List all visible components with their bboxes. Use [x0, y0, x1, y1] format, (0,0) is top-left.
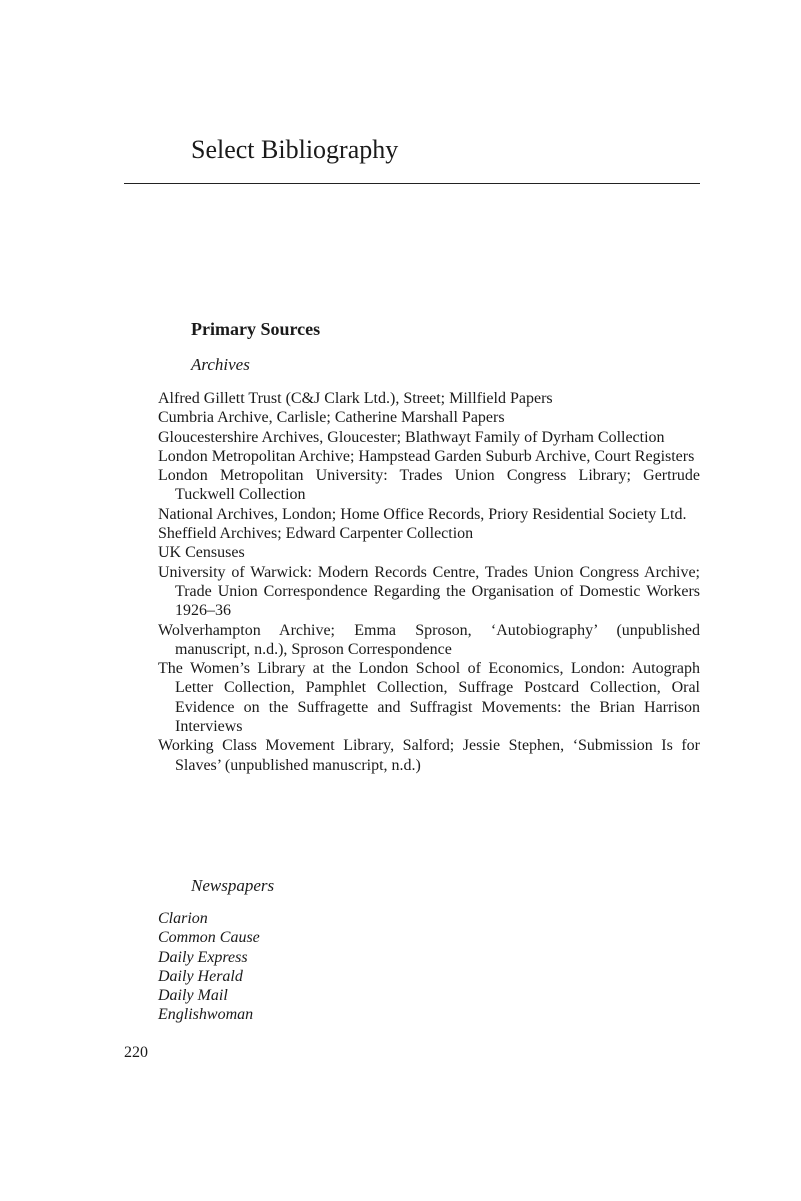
- archive-entry: UK Censuses: [158, 544, 245, 562]
- section-heading-primary-sources: Primary Sources: [191, 319, 321, 339]
- newspaper-entry: Englishwoman: [158, 1006, 254, 1024]
- page-title: Select Bibliography: [191, 135, 399, 164]
- archive-entry: The Women’s Library at the London School of Economics, London: Autograph Letter Collection, Pamphlet Collection, Suffrage Postcard Collection, Oral Evidence on the Suffragette and Suffragist Movements: the Brian Harrison Interviews: [158, 660, 700, 736]
- archive-entry: Cumbria Archive, Carlisle; Catherine Marshall Papers: [158, 409, 505, 427]
- archive-entry: London Metropolitan University: Trades Union Congress Library; Gertrude Tuckwell Collection: [158, 467, 700, 504]
- title-divider: [124, 183, 700, 184]
- archive-entry: Sheffield Archives; Edward Carpenter Collection: [158, 525, 474, 543]
- newspaper-entry: Daily Herald: [158, 967, 243, 985]
- newspaper-entry: Daily Express: [158, 948, 248, 966]
- archive-entry: National Archives, London; Home Office Records, Priory Residential Society Ltd.: [158, 505, 687, 523]
- page-number: 220: [124, 1044, 148, 1061]
- archive-entry: London Metropolitan Archive; Hampstead Garden Suburb Archive, Court Registers: [158, 447, 695, 465]
- archive-entry: Alfred Gillett Trust (C&J Clark Ltd.), Street; Millfield Papers: [158, 390, 553, 407]
- newspaper-entry: Common Cause: [158, 929, 260, 947]
- archive-entry: Working Class Movement Library, Salford; Jessie Stephen, ‘Submission Is for Slaves’ (unpublished manuscript, n.d.): [158, 737, 700, 774]
- subheading-archives: Archives: [191, 355, 250, 374]
- newspaper-entry: Daily Mail: [158, 987, 228, 1005]
- archive-entry: University of Warwick: Modern Records Centre, Trades Union Congress Archive; Trade Union Correspondence Regarding the Organisation of Domestic Workers 1926–36: [158, 563, 700, 620]
- newspaper-entry: Clarion: [158, 910, 208, 927]
- subheading-newspapers: Newspapers: [191, 876, 275, 895]
- newspapers-list: [158, 909, 700, 1025]
- archive-entry: Wolverhampton Archive; Emma Sproson, ‘Autobiography’ (unpublished manuscript, n.d.), Sproson Correspondence: [158, 621, 700, 658]
- archives-list: [158, 389, 700, 775]
- archive-entry: Gloucestershire Archives, Gloucester; Blathwayt Family of Dyrham Collection: [158, 428, 665, 446]
